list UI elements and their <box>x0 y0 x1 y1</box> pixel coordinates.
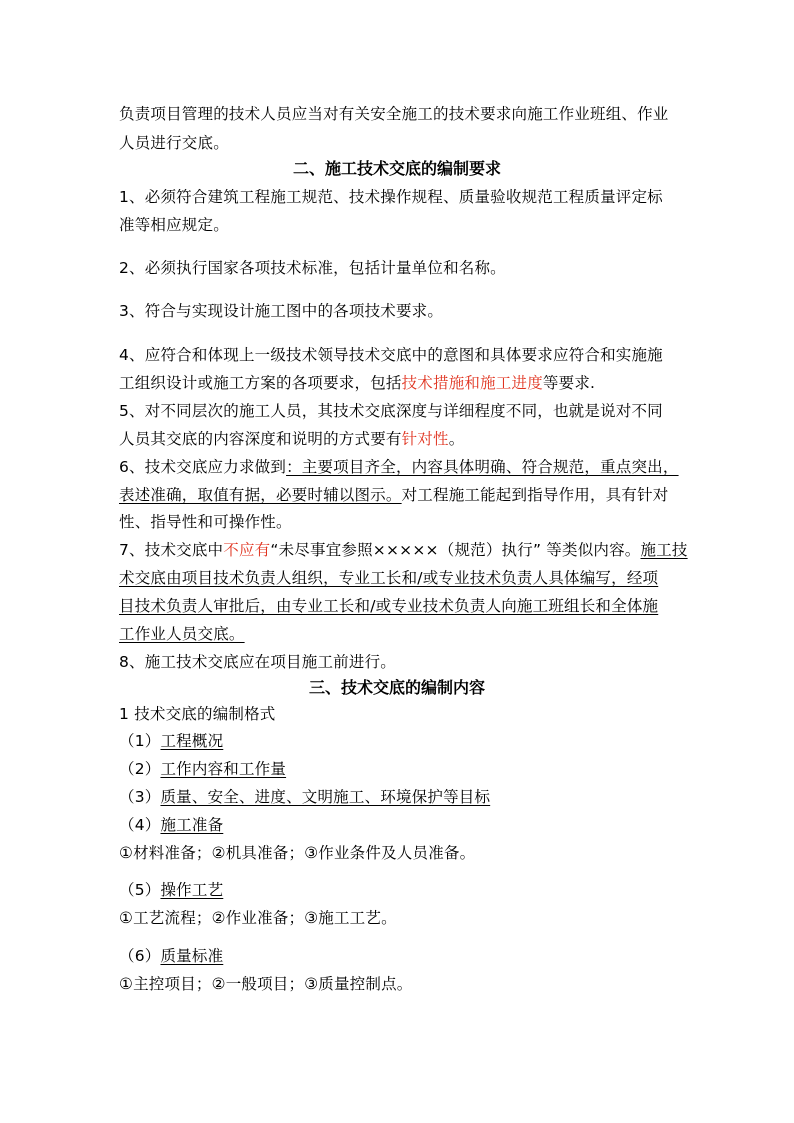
item-7-underlined-1: 施工技 <box>640 541 688 559</box>
format-item-5-label: 操作工艺 <box>160 881 224 899</box>
item-6-line-3 <box>119 512 292 532</box>
item-4-text-1: 4、应符合和体现上一级技术领导技术交底中的意图和具体要求应符合和实施施 <box>119 346 663 364</box>
item-2-line <box>119 258 506 278</box>
format-item-5-detail <box>119 908 397 928</box>
format-item-6-detail-text: ①主控项目；②一般项目；③质量控制点。 <box>119 975 413 993</box>
section-3-heading: 三、技术交底的编制内容 <box>308 678 485 697</box>
item-7-line-3 <box>119 596 658 616</box>
format-item-1-label: 工程概况 <box>160 732 224 750</box>
format-item-3 <box>119 787 490 807</box>
format-item-3-number: （3） <box>119 788 161 806</box>
format-item-5-number: （5） <box>119 881 161 899</box>
format-item-4-number: （4） <box>119 816 161 834</box>
item-7-underlined-2: 术交底由项目技术负责人组织，专业工长和/或专业技术负责人具体编写，经项 <box>119 569 659 587</box>
section-2-heading: 二、施工技术交底的编制要求 <box>292 159 501 178</box>
format-item-4-detail-text: ①材料准备；②机具准备；③作业条件及人员准备。 <box>119 844 476 862</box>
item-7-text-1a: 7、技术交底中 <box>119 541 224 559</box>
format-item-6-label: 质量标准 <box>160 947 224 965</box>
item-1-text-2: 准等相应规定。 <box>119 216 229 234</box>
item-7-highlight: 不应有 <box>223 541 271 559</box>
item-7-underlined-4: 工作业人员交底。 <box>119 625 245 643</box>
format-item-4-label: 施工准备 <box>160 816 224 834</box>
item-6-text-3: 性、指导性和可操作性。 <box>119 513 292 531</box>
item-5-text-1: 5、对不同层次的施工人员，其技术交底深度与详细程度不同，也就是说对不同 <box>119 402 663 420</box>
item-3-line <box>119 301 443 321</box>
format-item-5 <box>119 880 223 900</box>
format-item-6-detail <box>119 974 413 994</box>
item-7-line-1 <box>119 540 688 560</box>
item-6-line-1 <box>119 457 679 477</box>
item-5-text-2b: 。 <box>448 430 465 448</box>
item-1-line-2 <box>119 215 229 235</box>
format-item-1-number: （1） <box>119 732 161 750</box>
item-4-highlight: 技术措施和施工进度 <box>401 374 543 392</box>
format-item-6-number: （6） <box>119 947 161 965</box>
item-5-line-2 <box>119 429 464 449</box>
item-4-text-2b: 等要求. <box>542 374 596 392</box>
item-1-text-1: 1、必须符合建筑工程施工规范、技术操作规程、质量验收规范工程质量评定标 <box>119 188 663 206</box>
format-item-4-detail <box>119 843 475 863</box>
item-5-line-1 <box>119 401 663 421</box>
intro-line-2 <box>119 133 229 153</box>
format-subheading-text: 1 技术交底的编制格式 <box>119 705 276 723</box>
format-item-2 <box>119 759 286 779</box>
item-1-line-1 <box>119 187 663 207</box>
intro-text-2: 人员进行交底。 <box>119 134 229 152</box>
item-4-text-2a: 工组织设计或施工方案的各项要求，包括 <box>119 374 402 392</box>
item-5-text-2a: 人员其交底的内容深度和说明的方式要有 <box>119 430 402 448</box>
item-8-line <box>119 652 396 672</box>
format-item-6 <box>119 946 223 966</box>
format-item-2-label: 工作内容和工作量 <box>160 760 287 778</box>
format-subheading <box>119 704 276 724</box>
item-7-line-4 <box>119 624 245 644</box>
item-6-text-1a: 6、技术交底应力求做到 <box>119 458 287 476</box>
format-item-5-detail-text: ①工艺流程；②作业准备；③施工工艺。 <box>119 909 397 927</box>
item-8-text: 8、施工技术交底应在项目施工前进行。 <box>119 653 396 671</box>
intro-line-1 <box>119 104 669 124</box>
format-item-2-number: （2） <box>119 760 161 778</box>
item-4-line-1 <box>119 345 663 365</box>
item-7-underlined-3: 目技术负责人审批后，由专业工长和/或专业技术负责人向施工班组长和全体施 <box>119 597 659 615</box>
item-7-line-2 <box>119 568 658 588</box>
item-6-underlined-1: ：主要项目齐全，内容具体明确、符合规范，重点突出， <box>286 458 679 476</box>
format-item-3-label: 质量、安全、进度、文明施工、环境保护等目标 <box>160 788 491 806</box>
intro-text-1: 负责项目管理的技术人员应当对有关安全施工的技术要求向施工作业班组、作业 <box>119 105 669 123</box>
item-6-text-2b: 对工程施工能起到指导作用，具有针对 <box>401 486 669 504</box>
item-6-underlined-2: 表述准确，取值有据，必要时辅以图示。 <box>119 486 402 504</box>
item-5-highlight: 针对性 <box>401 430 449 448</box>
item-4-line-2 <box>119 373 595 393</box>
item-7-text-1b: “未尽事宜参照×××××（规范）执行” 等类似内容。 <box>270 541 641 559</box>
format-item-4 <box>119 815 223 835</box>
format-item-1 <box>119 731 223 751</box>
item-2-text: 2、必须执行国家各项技术标准，包括计量单位和名称。 <box>119 259 506 277</box>
item-6-line-2 <box>119 485 669 505</box>
item-3-text: 3、符合与实现设计施工图中的各项技术要求。 <box>119 302 444 320</box>
